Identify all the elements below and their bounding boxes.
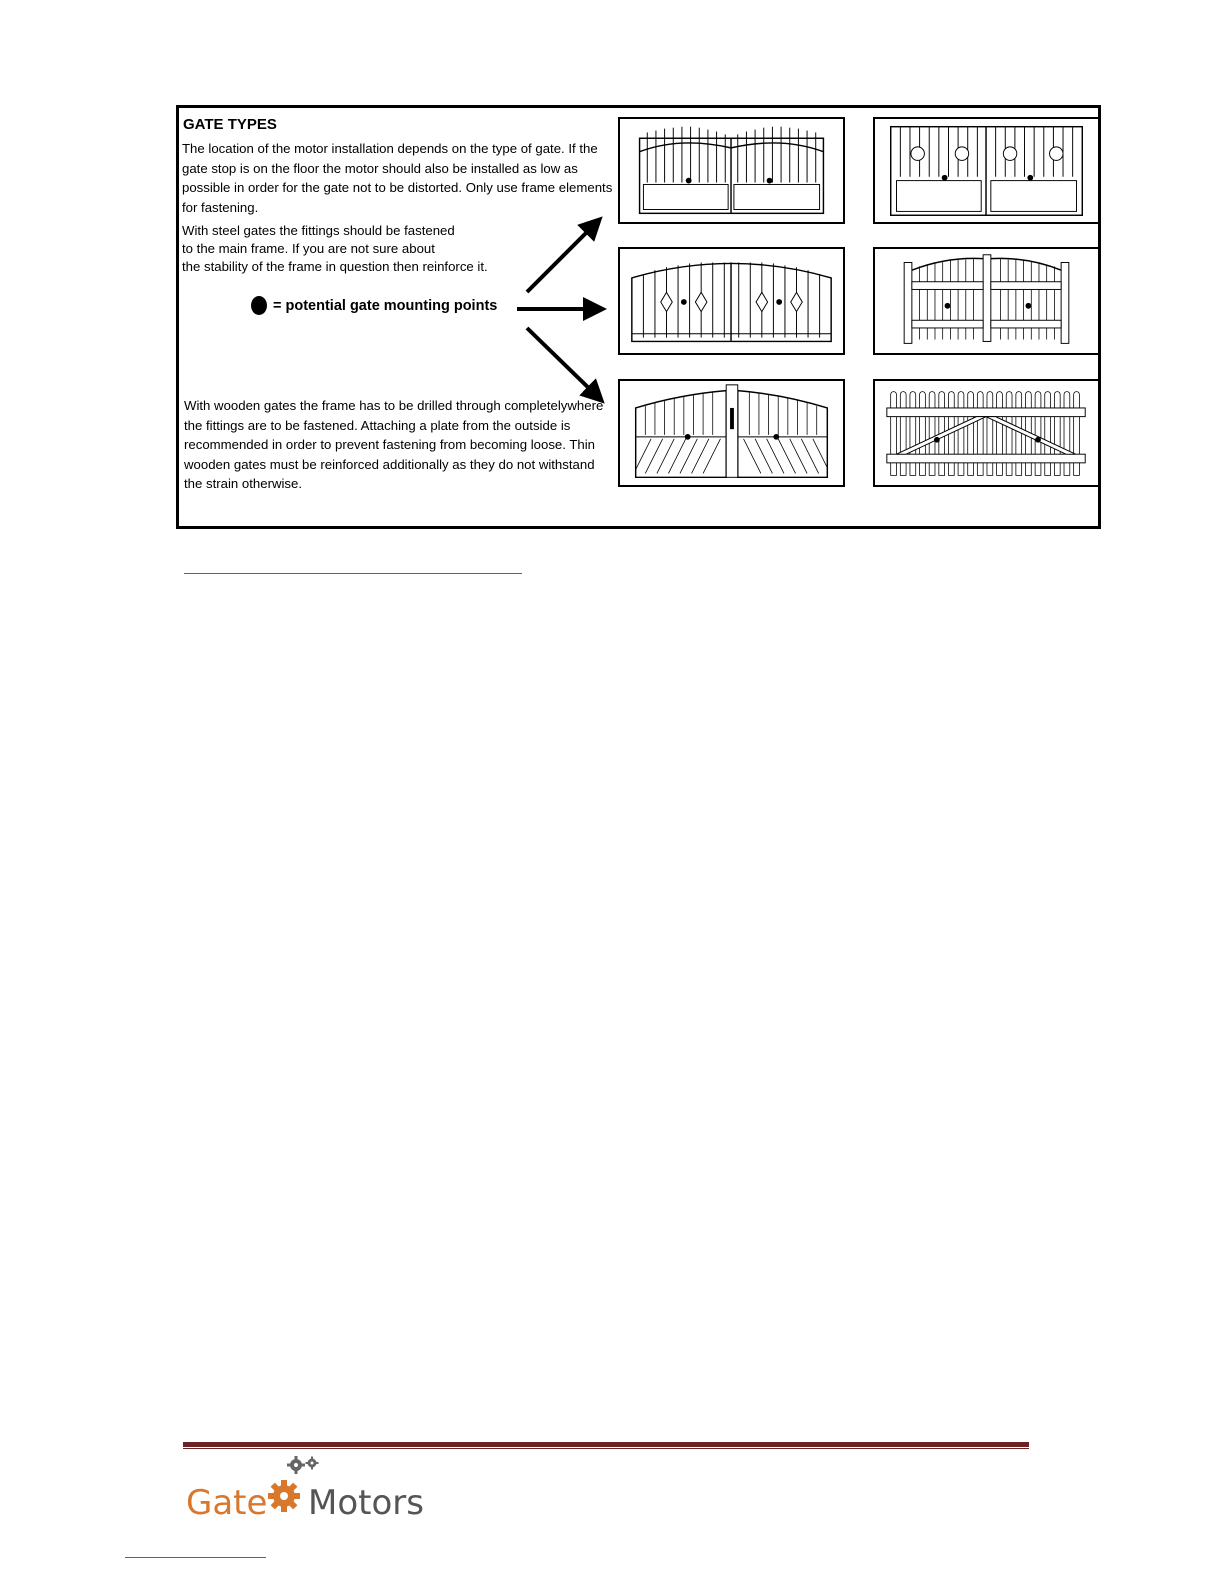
- intro-paragraph: The location of the motor installation depends on the type of gate. If the gate stop is on the floor the motor should also be installed as low as possible in order for the gate not to be distorted. Only use frame elements for fastening.: [182, 141, 613, 215]
- wooden-post-gate-image: [873, 247, 1100, 355]
- figure-title: GATE TYPES: [183, 116, 277, 133]
- wooden-gates-paragraph: With wooden gates the frame has to be drilled through completelywhere the fittings are to be fastened. Attaching a plate from the outside is recommended in order to prevent fastening from becoming loose. Thin wooden gates must be reinforced additionally as they do not withstand the strain otherwise.: [184, 398, 604, 491]
- gatemotors-logo: [186, 1455, 446, 1525]
- steel-spear-gate-image: [618, 117, 845, 224]
- link-underline[interactable]: [184, 573, 522, 574]
- arrow-down: [527, 328, 599, 398]
- footer-rule-thin: [183, 1448, 1029, 1449]
- logo-gate-text: Gate: [186, 1483, 268, 1523]
- gate-types-figure: [176, 105, 1101, 529]
- steel-line-3: the stability of the frame in question then reinforce it.: [182, 259, 488, 274]
- steel-ornament-gate-image: [618, 247, 845, 355]
- legend-text: = potential gate mounting points: [273, 297, 498, 314]
- steel-line-1: With steel gates the fittings should be fastened: [182, 223, 455, 238]
- arrow-up: [527, 222, 597, 292]
- steel-line-2: to the main frame. If you are not sure about: [182, 241, 435, 256]
- wooden-picket-gate-image: [873, 379, 1100, 487]
- logo-motors-text: Motors: [308, 1483, 424, 1523]
- footer-link-underline[interactable]: [125, 1557, 266, 1558]
- footer-rule: [183, 1442, 1029, 1447]
- steel-rosette-gate-image: [873, 117, 1100, 224]
- wooden-arched-gate-image: [618, 379, 845, 487]
